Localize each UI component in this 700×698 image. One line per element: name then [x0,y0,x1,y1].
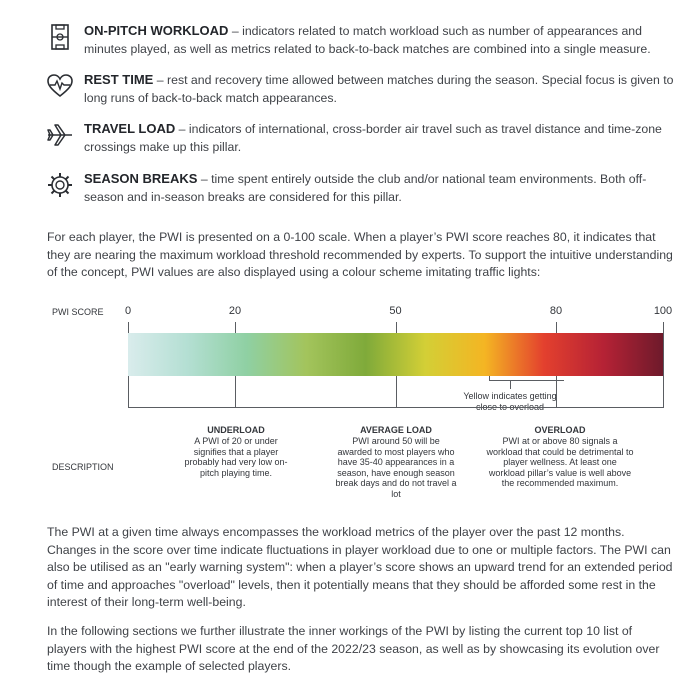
pillar-description: – time spent entirely outside the club and/or national team environments. Both off-season and in-season breaks are considered for this pillar. [84,172,647,204]
pillar-description: – indicators related to match workload such as number of appearances and minutes played, as well as metrics related to back-to-back matches are combined into a single measure. [84,24,651,56]
tick-label-50: 50 [389,305,402,317]
zone-text: PWI at or above 80 signals a workload that could be detrimental to player wellness. At least one workload pillar’s value is well above the recommended maximum. [486,436,634,488]
pillar-title: SEASON BREAKS [84,171,198,186]
pillar-description: – rest and recovery time allowed between matches during the season. Special focus is given to long runs of back-to-back match appearances. [84,73,674,105]
intro-paragraph: For each player, the PWI is presented on a 0-100 scale. When a player’s PWI score reaches 80, it indicates that they are nearing the maximum workload threshold recommended by experts. To support the intuitive understanding of the concept, PWI values are also displayed using a colour scheme imitating traffic lights: [47,230,673,279]
zone-bracket [128,407,663,408]
zone-text: PWI around 50 will be awarded to most players who have 35-40 appearances in a season, have enough season break days and do not travel a lot [335,436,457,499]
description-label: DESCRIPTION [52,462,114,472]
zone-average-load [335,424,457,499]
zone-underload [178,424,294,478]
pitch-icon [47,24,73,50]
gear-icon [47,172,73,198]
tick-label-20: 20 [228,305,242,317]
zone-overload [485,424,635,489]
tick-label-0: 0 [124,305,132,317]
yellow-bracket-pointer [510,380,511,389]
pillar-title: REST TIME [84,72,154,87]
pillar-title: ON-PITCH WORKLOAD [84,23,229,38]
yellow-note: Yellow indicates getting close to overload [463,391,557,412]
zone-text: A PWI of 20 or under signifies that a player probably had very low on-pitch playing time. [184,436,288,478]
tick-label-100: 100 [653,305,673,317]
pwi-score-label: PWI SCORE [52,307,104,317]
body-paragraph-3: In the following sections we further illustrate the inner workings of the PWI by listing the current top 10 list of players with the highest PWI score at the end of the 2022/23 season, as well as by showcasing its evolution over time though the example of selected players. [47,624,660,673]
pwi-gradient-bar [128,333,663,376]
body-paragraph-2: The PWI at a given time always encompasses the workload metrics of the player over the past 12 months. Changes in the score over time indicate fluctuations in player workload due to one or multiple factors. The PWI can also be utilised as an "early warning system": when a player’s score shows an upward trend for an extended period of time and approaches "overload" levels, then it potentially means that they should be afforded some rest in the interest of their long-term well-being. [47,525,673,609]
tick-label-80: 80 [549,305,563,317]
zone-title: UNDERLOAD [207,425,265,435]
yellow-bracket-line [489,380,564,381]
zone-title: OVERLOAD [534,425,586,435]
yellow-bracket-end-left [489,376,490,381]
airplane-icon [47,122,73,148]
tick-line-100 [663,322,664,408]
pillar-title: TRAVEL LOAD [84,121,176,136]
zone-title: AVERAGE LOAD [360,425,432,435]
heart-rate-icon [47,73,73,99]
pillar-description: – indicators of international, cross-border air travel such as travel distance and time-zone crossings make up this pillar. [84,122,662,154]
